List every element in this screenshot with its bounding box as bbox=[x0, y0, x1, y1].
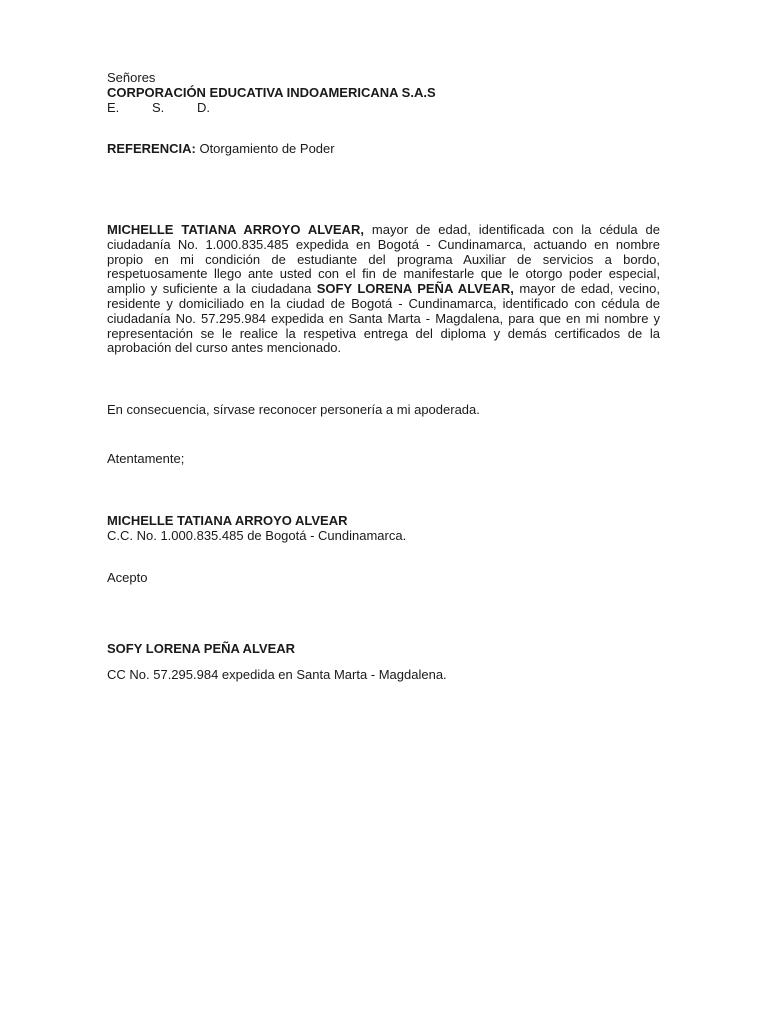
accept-label: Acepto bbox=[107, 570, 148, 585]
grantor-name: MICHELLE TATIANA ARROYO ALVEAR, bbox=[107, 222, 364, 237]
closing-text: Atentamente; bbox=[107, 451, 185, 466]
esd-e: E. bbox=[107, 100, 120, 115]
reference-line bbox=[107, 141, 335, 156]
signature-2-id: CC No. 57.295.984 expedida en Santa Marta - Magdalena. bbox=[107, 667, 447, 682]
reference-text: Otorgamiento de Poder bbox=[195, 141, 335, 156]
signature-1-name: MICHELLE TATIANA ARROYO ALVEAR bbox=[107, 513, 348, 528]
organization-name: CORPORACIÓN EDUCATIVA INDOAMERICANA S.A.S bbox=[107, 85, 436, 100]
esd-d: D. bbox=[197, 100, 210, 115]
esd-line bbox=[107, 100, 210, 115]
esd-s: S. bbox=[152, 100, 165, 115]
body-text-1: mayor de edad, identificada con la cédula de ciudadanía No. 1.000.835.485 expedida en Bogotá - Cundinamarca, actuando en nombre propio en mi condición de estudiante del programa Auxiliar de servicios a bordo, respetuosamente llego ante usted con el fin de manifestarle que le otorgo poder especial, amplio y suficiente a la ciudadana bbox=[107, 222, 660, 297]
reference-label: REFERENCIA: bbox=[107, 141, 196, 156]
signature-1-id: C.C. No. 1.000.835.485 de Bogotá - Cundinamarca. bbox=[107, 528, 407, 543]
body-paragraph bbox=[107, 223, 660, 356]
consequence-text: En consecuencia, sírvase reconocer personería a mi apoderada. bbox=[107, 402, 480, 417]
body-text-2: mayor de edad, vecino, residente y domiciliado en la ciudad de Bogotá - Cundinamarca, identificado con cédula de ciudadanía No. 57.295.984 expedida en Santa Marta - Magdalena, para que en mi nombre y representación se le realice la respetiva entrega del diploma y demás certificados de la aprobación del curso antes mencionado. bbox=[107, 281, 660, 356]
salutation: Señores bbox=[107, 70, 156, 85]
grantee-name: SOFY LORENA PEÑA ALVEAR, bbox=[316, 281, 514, 297]
signature-2-name: SOFY LORENA PEÑA ALVEAR bbox=[107, 641, 296, 656]
